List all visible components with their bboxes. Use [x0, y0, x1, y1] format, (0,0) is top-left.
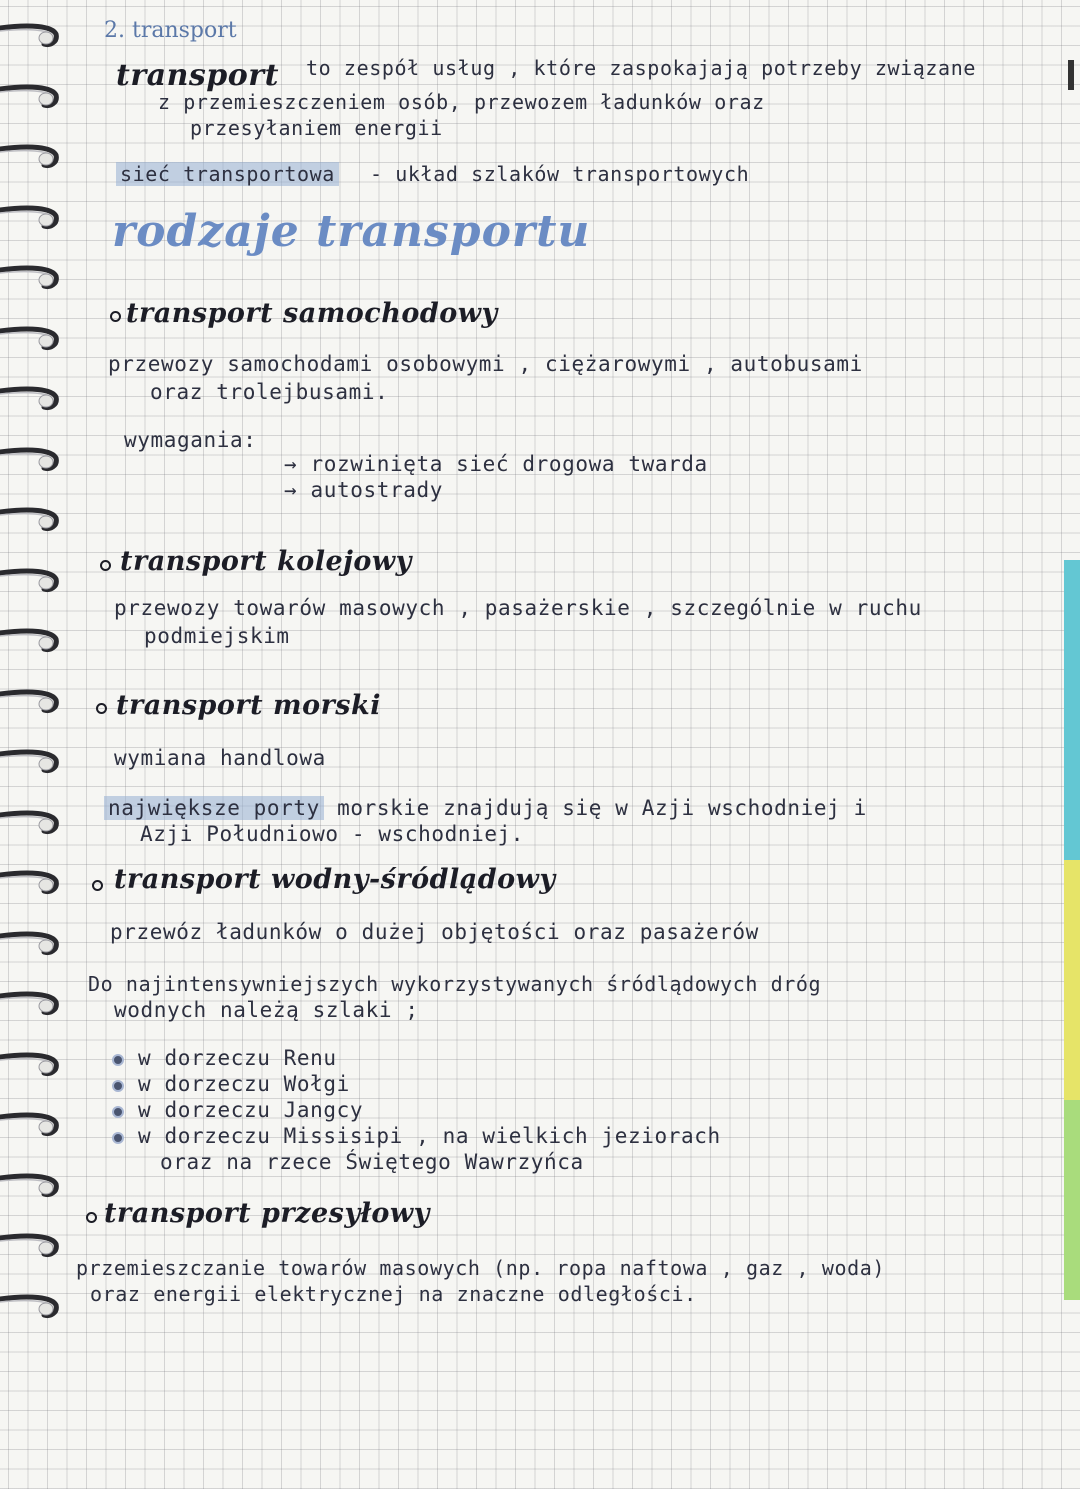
- inland-route-4-cont: oraz na rzece Świętego Wawrzyńca: [160, 1150, 584, 1174]
- spiral-binding-icon: [0, 0, 70, 1489]
- arrow-right-icon: →: [284, 478, 311, 502]
- spiral-ring-icon: [0, 325, 62, 353]
- spiral-ring-icon: [0, 809, 62, 837]
- sea-ports-term: największe porty: [104, 796, 324, 820]
- circle-bullet-icon: [112, 1132, 124, 1144]
- section-title-rail: transport kolejowy: [120, 546, 412, 577]
- rail-line-2: podmiejskim: [144, 624, 290, 648]
- section-title-road: transport samochodowy: [126, 298, 498, 329]
- network-term-highlight: sieć transportowa: [116, 162, 339, 186]
- inland-routes-intro-2: wodnych należą szlaki ;: [114, 998, 419, 1022]
- road-req-label: wymagania:: [124, 428, 257, 452]
- road-line-1: przewozy samochodami osobowymi , ciężarowymi , autobusami: [108, 352, 863, 376]
- intro-line-1: to zespół usług , które zaspokajają potrzeby związane: [306, 56, 976, 80]
- transmission-line-1: przemieszczanie towarów masowych (np. ropa naftowa , gaz , woda): [76, 1256, 886, 1280]
- section-title-inland: transport wodny-śródlądowy: [114, 864, 556, 895]
- inland-routes-intro-1: Do najintensywniejszych wykorzystywanych śródlądowych dróg: [88, 972, 822, 996]
- circle-bullet-icon: [112, 1054, 124, 1066]
- circle-bullet-icon: [112, 1080, 124, 1092]
- spiral-ring-icon: [0, 1293, 62, 1321]
- sea-line-1: wymiana handlowa: [114, 746, 326, 770]
- spiral-ring-icon: [0, 1111, 62, 1139]
- spiral-ring-icon: [0, 385, 62, 413]
- spiral-ring-icon: [0, 567, 62, 595]
- spiral-ring-icon: [0, 22, 62, 50]
- circle-bullet-icon: [110, 311, 121, 322]
- inland-route-2: w dorzeczu Wołgi: [138, 1072, 350, 1096]
- section-title-transmission: transport przesyłowy: [104, 1198, 430, 1229]
- tab-marker-dark: [1068, 60, 1074, 90]
- inland-route-3: w dorzeczu Jangcy: [138, 1098, 364, 1122]
- inland-route-4: w dorzeczu Missisipi , na wielkich jeziorach: [138, 1124, 721, 1148]
- network-term: [116, 162, 339, 186]
- tab-marker-yellow: [1064, 860, 1080, 1100]
- spiral-ring-icon: [0, 1051, 62, 1079]
- spiral-ring-icon: [0, 446, 62, 474]
- spiral-ring-icon: [0, 990, 62, 1018]
- arrow-right-icon: →: [284, 452, 311, 476]
- road-line-2: oraz trolejbusami.: [150, 380, 389, 404]
- spiral-ring-icon: [0, 264, 62, 292]
- inland-line-1: przewóz ładunków o dużej objętości oraz pasażerów: [110, 920, 759, 944]
- spiral-ring-icon: [0, 930, 62, 958]
- main-title: rodzaje transportu: [112, 206, 591, 257]
- intro-line-2: z przemieszczeniem osób, przewozem ładunków oraz: [158, 90, 765, 114]
- spiral-ring-icon: [0, 143, 62, 171]
- circle-bullet-icon: [86, 1212, 97, 1223]
- road-req-2-text: autostrady: [310, 478, 443, 502]
- tab-marker-green: [1064, 1100, 1080, 1300]
- sea-ports-line-1: [104, 796, 867, 820]
- road-req-1: [284, 452, 708, 476]
- spiral-ring-icon: [0, 83, 62, 111]
- transmission-line-2: oraz energii elektrycznej na znaczne odległości.: [90, 1282, 697, 1306]
- spiral-ring-icon: [0, 627, 62, 655]
- sea-ports-line-2: Azji Południowo - wschodniej.: [140, 822, 525, 846]
- road-req-1-text: rozwinięta sieć drogowa twarda: [310, 452, 708, 476]
- spiral-ring-icon: [0, 748, 62, 776]
- tab-marker-teal: [1064, 560, 1080, 860]
- inland-route-1: w dorzeczu Renu: [138, 1046, 337, 1070]
- spiral-ring-icon: [0, 688, 62, 716]
- header-label: 2. transport: [104, 18, 237, 43]
- circle-bullet-icon: [92, 880, 103, 891]
- circle-bullet-icon: [100, 560, 111, 571]
- circle-bullet-icon: [96, 703, 107, 714]
- rail-line-1: przewozy towarów masowych , pasażerskie , szczególnie w ruchu: [114, 596, 922, 620]
- sea-ports-rest: morskie znajdują się w Azji wschodniej i: [337, 796, 867, 820]
- spiral-ring-icon: [0, 869, 62, 897]
- intro-term: transport: [116, 58, 279, 93]
- spiral-ring-icon: [0, 1172, 62, 1200]
- spiral-ring-icon: [0, 204, 62, 232]
- section-title-sea: transport morski: [116, 690, 381, 721]
- network-definition: - układ szlaków transportowych: [370, 162, 750, 186]
- road-req-2: [284, 478, 443, 502]
- spiral-ring-icon: [0, 506, 62, 534]
- circle-bullet-icon: [112, 1106, 124, 1118]
- intro-line-3: przesyłaniem energii: [190, 116, 443, 140]
- spiral-ring-icon: [0, 1232, 62, 1260]
